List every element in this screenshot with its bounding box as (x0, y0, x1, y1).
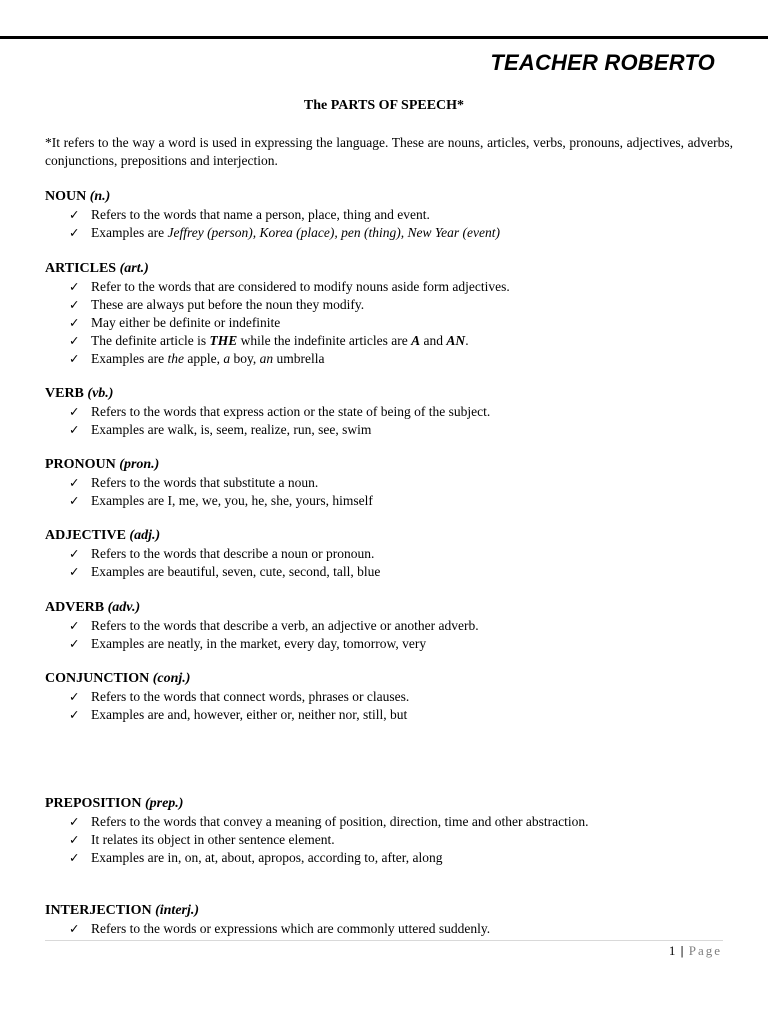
list-item: ✓ The definite article is THE while the indefinite articles are A and AN. (69, 333, 469, 348)
list-item: ✓ Refers to the words that describe a noun or pronoun. (69, 546, 375, 561)
section-heading (45, 902, 733, 920)
section-name: NOUN (45, 189, 87, 204)
section-name: CONJUNCTION (45, 671, 150, 686)
page-number: 1 (668, 943, 676, 958)
list-item: ✓ Examples are in, on, at, about, apropos, according to, after, along (69, 850, 443, 865)
section-heading (45, 385, 733, 403)
bullet-list (45, 403, 733, 439)
section-name: ADVERB (45, 600, 105, 615)
check-icon: ✓ (69, 334, 80, 348)
section-abbr: (adv.) (107, 600, 141, 615)
check-icon: ✓ (69, 476, 80, 490)
check-icon: ✓ (69, 226, 80, 240)
check-icon: ✓ (69, 815, 80, 829)
bullet-list (45, 920, 733, 938)
page-separator: | (680, 943, 684, 958)
section-conjunction (45, 670, 733, 724)
check-icon: ✓ (69, 690, 80, 704)
check-icon: ✓ (69, 708, 80, 722)
list-item: ✓ May either be definite or indefinite (69, 315, 281, 330)
check-icon: ✓ (69, 208, 80, 222)
document-title: The PARTS OF SPEECH* (303, 98, 465, 113)
section-heading (45, 527, 733, 545)
check-icon: ✓ (69, 851, 80, 865)
check-icon: ✓ (69, 922, 80, 936)
page-footer (669, 943, 722, 959)
list-item: ✓ It relates its object in other sentence element. (69, 832, 335, 847)
section-name: ARTICLES (45, 261, 117, 276)
section-heading (45, 670, 733, 688)
check-icon: ✓ (69, 280, 80, 294)
list-item: ✓ Refers to the words that express action or the state of being of the subject. (69, 404, 491, 419)
check-icon: ✓ (69, 565, 80, 579)
list-item: ✓ Refers to the words that connect words, phrases or clauses. (69, 689, 410, 704)
list-item: ✓ Refers to the words that substitute a noun. (69, 475, 319, 490)
check-icon: ✓ (69, 494, 80, 508)
list-item: ✓ Examples are I, me, we, you, he, she, yours, himself (69, 493, 373, 508)
header-rule (0, 36, 768, 39)
section-pronoun (45, 456, 733, 510)
list-item: ✓ Examples are the apple, a boy, an umbrella (69, 351, 325, 366)
list-item: ✓ Examples are walk, is, seem, realize, run, see, swim (69, 422, 372, 437)
section-abbr: (pron.) (119, 457, 160, 472)
section-name: ADJECTIVE (45, 528, 126, 543)
bullet-list (45, 474, 733, 510)
check-icon: ✓ (69, 316, 80, 330)
list-item: ✓ Examples are beautiful, seven, cute, second, tall, blue (69, 564, 381, 579)
list-item: ✓ Examples are neatly, in the market, every day, tomorrow, very (69, 636, 427, 651)
list-item: ✓ Examples are Jeffrey (person), Korea (place), pen (thing), New Year (event) (69, 225, 500, 240)
section-abbr: (prep.) (144, 796, 184, 811)
section-interjection (45, 902, 733, 938)
bullet-list (45, 813, 733, 867)
section-abbr: (adj.) (129, 528, 161, 543)
bullet-list (45, 617, 733, 653)
section-adjective (45, 527, 733, 581)
section-abbr: (art.) (119, 261, 149, 276)
section-abbr: (conj.) (152, 671, 191, 686)
list-item: ✓ Refers to the words that convey a meaning of position, direction, time and other abstraction. (69, 814, 589, 829)
section-noun (45, 188, 733, 242)
list-item: ✓ Refers to the words or expressions which are commonly uttered suddenly. (69, 921, 491, 936)
section-heading (45, 188, 733, 206)
section-abbr: (interj.) (155, 903, 200, 918)
section-abbr: (n.) (89, 189, 111, 204)
check-icon: ✓ (69, 637, 80, 651)
check-icon: ✓ (69, 619, 80, 633)
list-item: ✓ These are always put before the noun they modify. (69, 297, 365, 312)
section-adverb (45, 599, 733, 653)
intro-paragraph: *It refers to the way a word is used in expressing the language. These are nouns, articles, verbs, pronouns, adjectives, adverbs, conjunctions, prepositions and interjection. (45, 135, 733, 168)
check-icon: ✓ (69, 833, 80, 847)
bullet-list (45, 545, 733, 581)
section-name: PRONOUN (45, 457, 116, 472)
section-verb (45, 385, 733, 439)
section-abbr: (vb.) (87, 386, 114, 401)
check-icon: ✓ (69, 547, 80, 561)
section-heading (45, 795, 733, 813)
bullet-list (45, 688, 733, 724)
section-heading (45, 260, 733, 278)
list-item: ✓ Refer to the words that are considered to modify nouns aside form adjectives. (69, 279, 510, 294)
section-heading (45, 599, 733, 617)
page-label: Page (688, 943, 722, 958)
section-name: PREPOSITION (45, 796, 142, 811)
header-author-name: TEACHER ROBERTO (490, 50, 715, 75)
check-icon: ✓ (69, 405, 80, 419)
section-heading (45, 456, 733, 474)
section-preposition (45, 795, 733, 867)
section-name: VERB (45, 386, 84, 401)
list-item: ✓ Refers to the words that name a person, place, thing and event. (69, 207, 430, 222)
check-icon: ✓ (69, 298, 80, 312)
bullet-list (45, 206, 733, 242)
section-name: INTERJECTION (45, 903, 152, 918)
check-icon: ✓ (69, 423, 80, 437)
list-item: ✓ Examples are and, however, either or, neither nor, still, but (69, 707, 408, 722)
section-articles (45, 260, 733, 368)
bullet-list (45, 278, 733, 368)
list-item: ✓ Refers to the words that describe a verb, an adjective or another adverb. (69, 618, 479, 633)
footer-rule (45, 940, 723, 941)
check-icon: ✓ (69, 352, 80, 366)
